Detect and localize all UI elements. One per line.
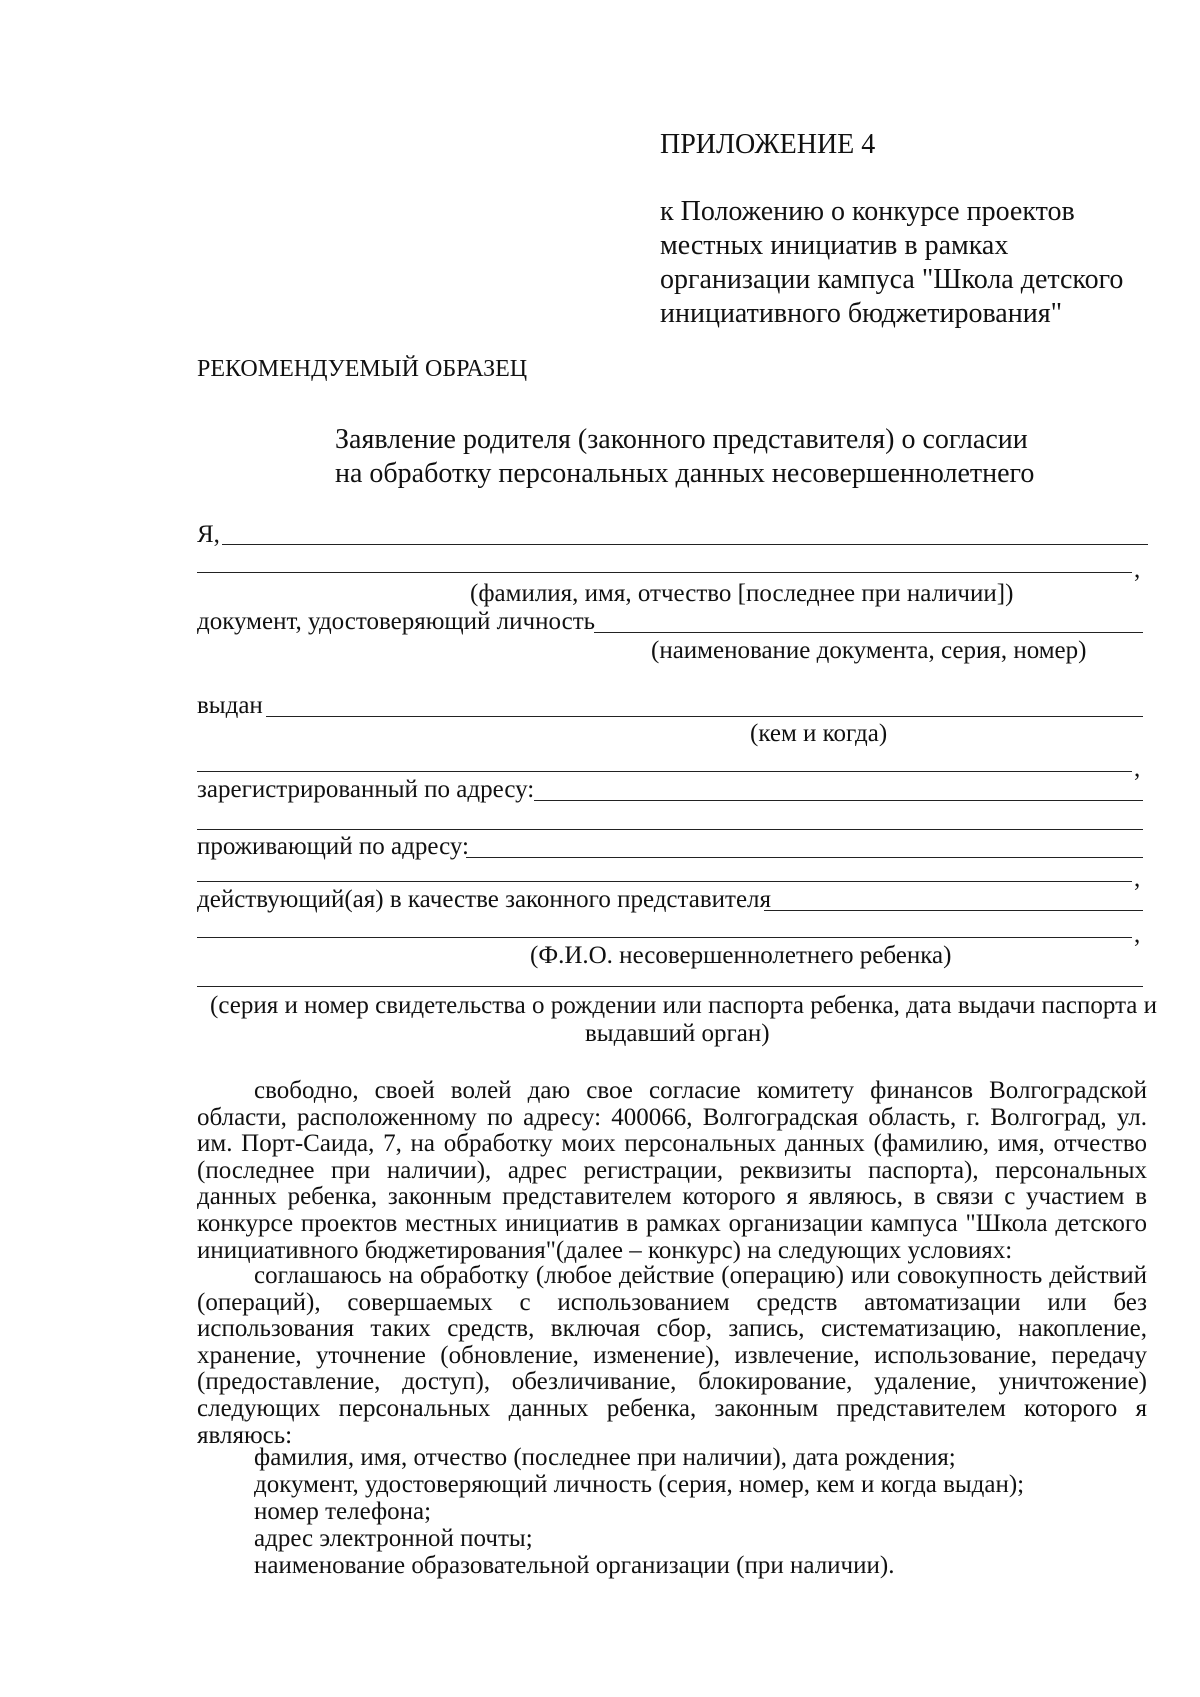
living-label: проживающий по адресу: <box>197 833 469 860</box>
data-item: наименование образовательной организации (при наличии). <box>254 1552 895 1579</box>
issued-line-2[interactable] <box>197 771 1132 772</box>
document-title-line-2: на обработку персональных данных несовершеннолетнего <box>335 458 1035 489</box>
data-item: документ, удостоверяющий личность (серия, номер, кем и когда выдан); <box>254 1471 1025 1498</box>
certificate-hint-2: выдавший орган) <box>585 1020 770 1047</box>
data-item: номер телефона; <box>254 1498 432 1525</box>
certificate-hint-1: (серия и номер свидетельства о рождении или паспорта ребенка, дата выдачи паспорта и <box>210 992 1158 1019</box>
doc-hint: (наименование документа, серия, номер) <box>651 637 1087 664</box>
document-title-line-1: Заявление родителя (законного представителя) о согласии <box>335 424 1028 455</box>
issued-hint: (кем и когда) <box>750 720 888 747</box>
registered-line[interactable] <box>534 800 1143 801</box>
fio-line[interactable] <box>222 544 1148 545</box>
issued-line[interactable] <box>266 716 1143 717</box>
fio-line-2[interactable] <box>197 572 1132 573</box>
issued-label: выдан <box>197 692 263 719</box>
comma: , <box>1134 556 1141 583</box>
appendix-title: ПРИЛОЖЕНИЕ 4 <box>660 129 876 160</box>
regulation-line-1: к Положению о конкурсе проектов <box>660 196 1075 227</box>
living-line-2[interactable] <box>197 881 1132 882</box>
acting-label: действующий(ая) в качестве законного представителя <box>197 886 772 913</box>
doc-line[interactable] <box>594 632 1143 633</box>
comma: , <box>1134 755 1141 782</box>
comma: , <box>1134 921 1141 948</box>
registered-line-2[interactable] <box>197 829 1143 830</box>
comma: , <box>1134 865 1141 892</box>
consent-paragraph-2: соглашаюсь на обработку (любое действие (операцию) или совокупность действий (операций), совершаемых с использованием средств автоматизации или без использования таких средств, включая сбор, запись, систематизацию, накопление, хранение, уточнение (обновление, изменение), извлечение, использование, передачу (предоставление, доступ), обезличивание, блокирование, удаление, уничтожение) следующих персональных данных ребенка, законным представителем которого я являюсь: <box>197 1262 1147 1449</box>
consent-paragraph-1: свободно, своей волей даю свое согласие комитету финансов Волгоградской области, расположенному по адресу: 400066, Волгоградская область, г. Волгоград, ул. им. Порт-Саида, 7, на обработку моих персональных данных (фамилию, имя, отчество (последнее при наличии), адрес регистрации, реквизиты паспорта), персональных данных ребенка, законным представителем которого я являюсь, в связи с участием в конкурсе проектов местных инициатив в рамках организации кампуса "Школа детского инициативного бюджетирования"(далее – конкурс) на следующих условиях: <box>197 1077 1147 1264</box>
sample-label: РЕКОМЕНДУЕМЫЙ ОБРАЗЕЦ <box>197 356 528 382</box>
registered-label: зарегистрированный по адресу: <box>197 776 535 803</box>
doc-label: документ, удостоверяющий личность <box>197 608 596 635</box>
regulation-line-4: инициативного бюджетирования" <box>660 298 1063 329</box>
child-hint: (Ф.И.О. несовершеннолетнего ребенка) <box>530 942 952 969</box>
regulation-line-3: организации кампуса "Школа детского <box>660 264 1124 295</box>
acting-line[interactable] <box>764 910 1143 911</box>
data-item: фамилия, имя, отчество (последнее при наличии), дата рождения; <box>254 1444 956 1471</box>
regulation-line-2: местных инициатив в рамках <box>660 230 1009 261</box>
child-line[interactable] <box>197 937 1132 938</box>
data-item: адрес электронной почты; <box>254 1525 533 1552</box>
ya-label: Я, <box>197 521 220 548</box>
fio-hint: (фамилия, имя, отчество [последнее при наличии]) <box>470 580 1014 607</box>
certificate-line[interactable] <box>197 986 1143 987</box>
living-line[interactable] <box>466 857 1143 858</box>
